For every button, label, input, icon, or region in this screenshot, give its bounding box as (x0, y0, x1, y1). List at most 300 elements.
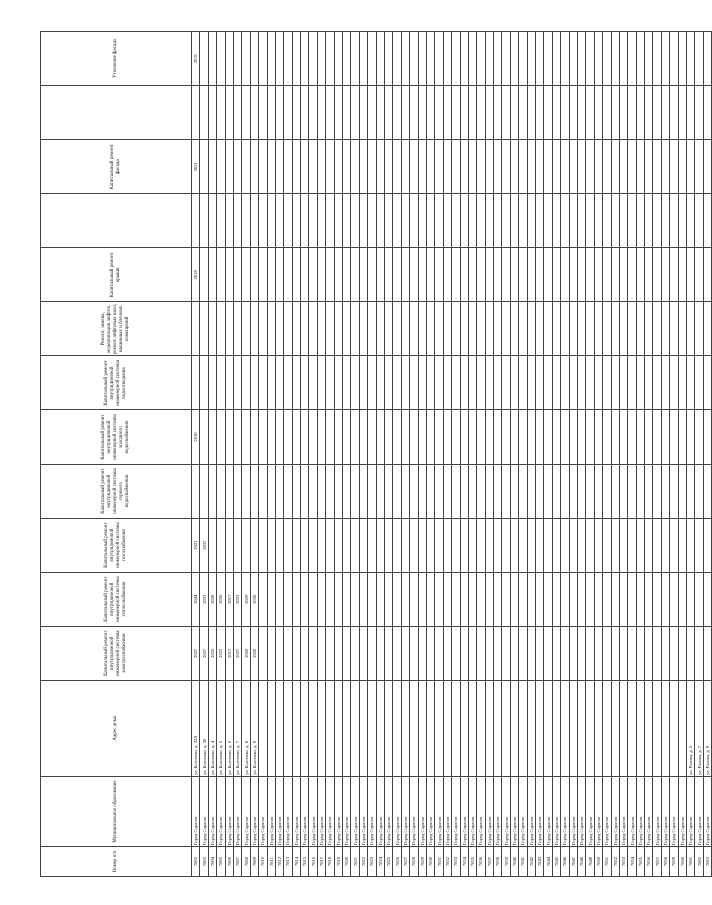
year-cell (687, 86, 695, 140)
year-cell (687, 356, 695, 410)
year-cell (334, 248, 342, 302)
year-cell (284, 464, 292, 518)
year-cell (460, 248, 468, 302)
year-cell (410, 572, 418, 626)
municipality-cell: Город Саратов (569, 776, 577, 846)
year-cell (544, 194, 552, 248)
municipality-cell: Город Саратов (250, 776, 258, 846)
year-cell (561, 248, 569, 302)
year-cell (527, 86, 535, 140)
column-header: Капитальный ремонт внутридомовой инженерной системы газоснабжения (41, 518, 192, 572)
address-cell (401, 680, 409, 776)
year-cell (250, 140, 258, 194)
year-cell (661, 194, 669, 248)
year-cell (653, 32, 661, 86)
table-row (259, 32, 267, 877)
year-cell (494, 518, 502, 572)
year-cell (477, 410, 485, 464)
year-cell (636, 410, 644, 464)
year-cell (645, 86, 653, 140)
address-cell (326, 680, 334, 776)
year-cell (552, 302, 560, 356)
year-cell (619, 518, 627, 572)
year-cell (334, 626, 342, 680)
table-row (485, 32, 493, 877)
year-cell (586, 302, 594, 356)
year-cell (611, 572, 619, 626)
municipality-cell: Город Саратов (233, 776, 241, 846)
municipality-cell: Город Саратов (477, 776, 485, 846)
year-cell (661, 626, 669, 680)
municipality-cell: Город Саратов (418, 776, 426, 846)
row-number: 7805 (217, 846, 225, 876)
year-cell (208, 194, 216, 248)
year-cell (552, 140, 560, 194)
year-cell (561, 464, 569, 518)
year-cell (577, 356, 585, 410)
year-cell (418, 140, 426, 194)
year-cell (326, 626, 334, 680)
year-cell (561, 518, 569, 572)
address-cell (435, 680, 443, 776)
row-number: 7855 (636, 846, 644, 876)
year-cell (309, 572, 317, 626)
year-cell (678, 140, 686, 194)
year-cell (485, 140, 493, 194)
year-cell (619, 626, 627, 680)
address-cell (393, 680, 401, 776)
municipality-cell: Город Саратов (384, 776, 392, 846)
year-cell (351, 518, 359, 572)
address-cell (561, 680, 569, 776)
year-cell: 2018 (192, 248, 200, 302)
year-cell (317, 302, 325, 356)
year-cell: 2031 (192, 32, 200, 86)
table-row (192, 32, 200, 877)
municipality-cell: Город Саратов (510, 776, 518, 846)
row-number: 7863 (703, 846, 711, 876)
year-cell (460, 410, 468, 464)
year-cell (443, 518, 451, 572)
year-cell (636, 518, 644, 572)
row-number: 7803 (200, 846, 208, 876)
municipality-cell: Город Саратов (645, 776, 653, 846)
address-cell (594, 680, 602, 776)
year-cell (384, 194, 392, 248)
municipality-cell: Город Саратов (393, 776, 401, 846)
year-cell (636, 194, 644, 248)
address-cell (577, 680, 585, 776)
year-cell (477, 194, 485, 248)
year-cell (645, 356, 653, 410)
year-cell (225, 518, 233, 572)
year-cell (351, 248, 359, 302)
year-cell (443, 194, 451, 248)
table-row (569, 32, 577, 877)
year-cell (494, 572, 502, 626)
year-cell (569, 86, 577, 140)
year-cell (326, 410, 334, 464)
column-header: Номер п/п (41, 846, 192, 876)
year-cell (309, 86, 317, 140)
address-cell (317, 680, 325, 776)
year-cell (703, 302, 711, 356)
address-cell (611, 680, 619, 776)
year-cell (334, 194, 342, 248)
year-cell (275, 518, 283, 572)
year-cell (410, 32, 418, 86)
year-cell (410, 302, 418, 356)
year-cell (594, 518, 602, 572)
year-cell (435, 410, 443, 464)
table-row (594, 32, 602, 877)
year-cell (376, 86, 384, 140)
year-cell (452, 302, 460, 356)
year-cell (259, 32, 267, 86)
year-cell (376, 248, 384, 302)
table-row (401, 32, 409, 877)
row-number: 7812 (275, 846, 283, 876)
year-cell (410, 356, 418, 410)
year-cell (510, 464, 518, 518)
row-number: 7828 (410, 846, 418, 876)
address-cell (343, 680, 351, 776)
year-cell (242, 194, 250, 248)
year-cell (275, 626, 283, 680)
municipality-cell: Город Саратов (217, 776, 225, 846)
year-cell (468, 86, 476, 140)
address-cell (636, 680, 644, 776)
year-cell (384, 140, 392, 194)
year-cell (536, 518, 544, 572)
year-cell (695, 626, 703, 680)
municipality-cell: Город Саратов (326, 776, 334, 846)
year-cell (510, 140, 518, 194)
year-cell (661, 140, 669, 194)
year-cell (544, 302, 552, 356)
row-number: 7836 (477, 846, 485, 876)
table-row (443, 32, 451, 877)
year-cell (368, 626, 376, 680)
table-row (577, 32, 585, 877)
address-cell (619, 680, 627, 776)
year-cell (687, 464, 695, 518)
year-cell (502, 194, 510, 248)
municipality-cell: Город Саратов (670, 776, 678, 846)
address-cell (418, 680, 426, 776)
year-cell (603, 410, 611, 464)
row-number: 7810 (259, 846, 267, 876)
year-cell (250, 410, 258, 464)
year-cell (309, 464, 317, 518)
year-cell (678, 626, 686, 680)
municipality-cell: Город Саратов (703, 776, 711, 846)
year-cell (569, 410, 577, 464)
year-cell (527, 32, 535, 86)
year-cell (594, 356, 602, 410)
year-cell (242, 86, 250, 140)
year-cell (317, 410, 325, 464)
column-header: Капитальный ремонт крыши (41, 248, 192, 302)
year-cell (653, 626, 661, 680)
year-cell (309, 626, 317, 680)
municipality-cell: Город Саратов (502, 776, 510, 846)
address-cell (494, 680, 502, 776)
year-cell (401, 572, 409, 626)
year-cell (502, 302, 510, 356)
year-cell (435, 626, 443, 680)
year-cell (536, 464, 544, 518)
year-cell (376, 410, 384, 464)
year-cell (200, 32, 208, 86)
year-cell (485, 302, 493, 356)
year-cell (569, 194, 577, 248)
year-cell (510, 248, 518, 302)
year-cell (645, 626, 653, 680)
year-cell (569, 356, 577, 410)
row-number: 7860 (678, 846, 686, 876)
year-cell (561, 302, 569, 356)
year-cell (653, 572, 661, 626)
year-cell (376, 626, 384, 680)
address-cell (670, 680, 678, 776)
year-cell (678, 194, 686, 248)
table-row (418, 32, 426, 877)
year-cell (670, 410, 678, 464)
year-cell (670, 32, 678, 86)
year-cell (687, 518, 695, 572)
address-cell: ул. Болтенко, д. 4 (208, 680, 216, 776)
year-cell (544, 464, 552, 518)
address-cell: ул. Болтенко, д. 32А (192, 680, 200, 776)
year-cell (217, 410, 225, 464)
row-number: 7804 (208, 846, 216, 876)
table-row (552, 32, 560, 877)
year-cell (536, 410, 544, 464)
year-cell (703, 410, 711, 464)
year-cell (401, 626, 409, 680)
year-cell (250, 86, 258, 140)
year-cell (351, 194, 359, 248)
address-cell (334, 680, 342, 776)
year-cell (393, 140, 401, 194)
row-number: 7839 (502, 846, 510, 876)
row-number: 7829 (418, 846, 426, 876)
municipality-cell: Город Саратов (594, 776, 602, 846)
address-cell (359, 680, 367, 776)
row-number: 7854 (628, 846, 636, 876)
year-cell (225, 248, 233, 302)
table-row (225, 32, 233, 877)
year-cell (460, 626, 468, 680)
address-cell: ул. Рахова, д. 5 (687, 680, 695, 776)
year-cell (401, 410, 409, 464)
year-cell (519, 572, 527, 626)
year-cell (208, 410, 216, 464)
year-cell (477, 248, 485, 302)
year-cell (334, 410, 342, 464)
year-cell (661, 410, 669, 464)
year-cell (275, 302, 283, 356)
year-cell (603, 248, 611, 302)
year-cell (544, 572, 552, 626)
table-row (687, 32, 695, 877)
year-cell (217, 518, 225, 572)
year-cell (695, 140, 703, 194)
year-cell (552, 356, 560, 410)
year-cell (368, 572, 376, 626)
year-cell: 2036 (217, 572, 225, 626)
row-number: 7847 (569, 846, 577, 876)
row-number: 7840 (510, 846, 518, 876)
year-cell: 2033 (200, 572, 208, 626)
address-cell (301, 680, 309, 776)
year-cell (351, 464, 359, 518)
year-cell (636, 572, 644, 626)
year-cell (544, 626, 552, 680)
year-cell (695, 32, 703, 86)
year-cell (233, 32, 241, 86)
year-cell (552, 410, 560, 464)
year-cell (452, 140, 460, 194)
year-cell (577, 248, 585, 302)
year-cell: 2017 (225, 626, 233, 680)
year-cell (552, 32, 560, 86)
year-cell (661, 518, 669, 572)
year-cell (401, 302, 409, 356)
year-cell (611, 356, 619, 410)
year-cell (275, 248, 283, 302)
year-cell (561, 86, 569, 140)
municipality-cell: Город Саратов (552, 776, 560, 846)
row-number: 7861 (687, 846, 695, 876)
year-cell (250, 464, 258, 518)
year-cell (368, 86, 376, 140)
row-number: 7837 (485, 846, 493, 876)
year-cell (477, 572, 485, 626)
year-cell: 2026 (242, 626, 250, 680)
address-cell: ул. Рахова, д. 9 (703, 680, 711, 776)
year-cell (510, 302, 518, 356)
year-cell (561, 410, 569, 464)
year-cell (485, 464, 493, 518)
municipality-cell: Город Саратов (687, 776, 695, 846)
year-cell (267, 140, 275, 194)
year-cell (368, 518, 376, 572)
year-cell (611, 194, 619, 248)
year-cell (502, 464, 510, 518)
row-number: 7846 (561, 846, 569, 876)
table-row (301, 32, 309, 877)
year-cell (418, 194, 426, 248)
year-cell (393, 626, 401, 680)
year-cell (309, 194, 317, 248)
year-cell (393, 464, 401, 518)
year-cell (351, 140, 359, 194)
table-row (309, 32, 317, 877)
table-row (275, 32, 283, 877)
year-cell (645, 518, 653, 572)
address-cell (536, 680, 544, 776)
year-cell (418, 572, 426, 626)
year-cell (292, 518, 300, 572)
year-cell (326, 32, 334, 86)
year-cell (384, 32, 392, 86)
row-number: 7809 (250, 846, 258, 876)
row-number: 7843 (536, 846, 544, 876)
address-cell: ул. Рахова, д. 7 (695, 680, 703, 776)
year-cell (628, 356, 636, 410)
year-cell (217, 194, 225, 248)
year-cell (418, 248, 426, 302)
year-cell (670, 86, 678, 140)
year-cell (611, 302, 619, 356)
address-cell: ул. Болтенко, д. 8 (242, 680, 250, 776)
year-cell (527, 356, 535, 410)
year-cell (275, 194, 283, 248)
year-cell (536, 140, 544, 194)
year-cell (225, 464, 233, 518)
year-cell: 2018 (192, 410, 200, 464)
year-cell (401, 356, 409, 410)
year-cell: 2021 (192, 518, 200, 572)
year-cell (443, 140, 451, 194)
year-cell (343, 194, 351, 248)
year-cell (410, 140, 418, 194)
row-number: 7821 (351, 846, 359, 876)
year-cell (670, 518, 678, 572)
municipality-cell: Город Саратов (653, 776, 661, 846)
year-cell (452, 626, 460, 680)
year-cell (250, 248, 258, 302)
year-cell (418, 32, 426, 86)
year-cell (384, 572, 392, 626)
year-cell (527, 248, 535, 302)
row-number: 7845 (552, 846, 560, 876)
year-cell (586, 86, 594, 140)
year-cell (343, 626, 351, 680)
column-header: Капитальный ремонт внутридомовой инженерной системы теплоснабжения (41, 572, 192, 626)
year-cell (628, 626, 636, 680)
year-cell (200, 302, 208, 356)
address-cell (468, 680, 476, 776)
year-cell (477, 140, 485, 194)
year-cell (628, 572, 636, 626)
year-cell (611, 518, 619, 572)
year-cell (426, 464, 434, 518)
year-cell (275, 140, 283, 194)
year-cell (485, 518, 493, 572)
year-cell (317, 194, 325, 248)
year-cell (619, 302, 627, 356)
year-cell (485, 356, 493, 410)
year-cell (384, 356, 392, 410)
year-cell (242, 464, 250, 518)
municipality-cell: Город Саратов (259, 776, 267, 846)
year-cell (259, 464, 267, 518)
year-cell (670, 356, 678, 410)
row-number: 7816 (309, 846, 317, 876)
year-cell (611, 626, 619, 680)
year-cell (452, 572, 460, 626)
year-cell (284, 86, 292, 140)
municipality-cell: Город Саратов (661, 776, 669, 846)
year-cell (468, 626, 476, 680)
year-cell (267, 32, 275, 86)
year-cell (695, 464, 703, 518)
year-cell (653, 410, 661, 464)
year-cell (267, 626, 275, 680)
